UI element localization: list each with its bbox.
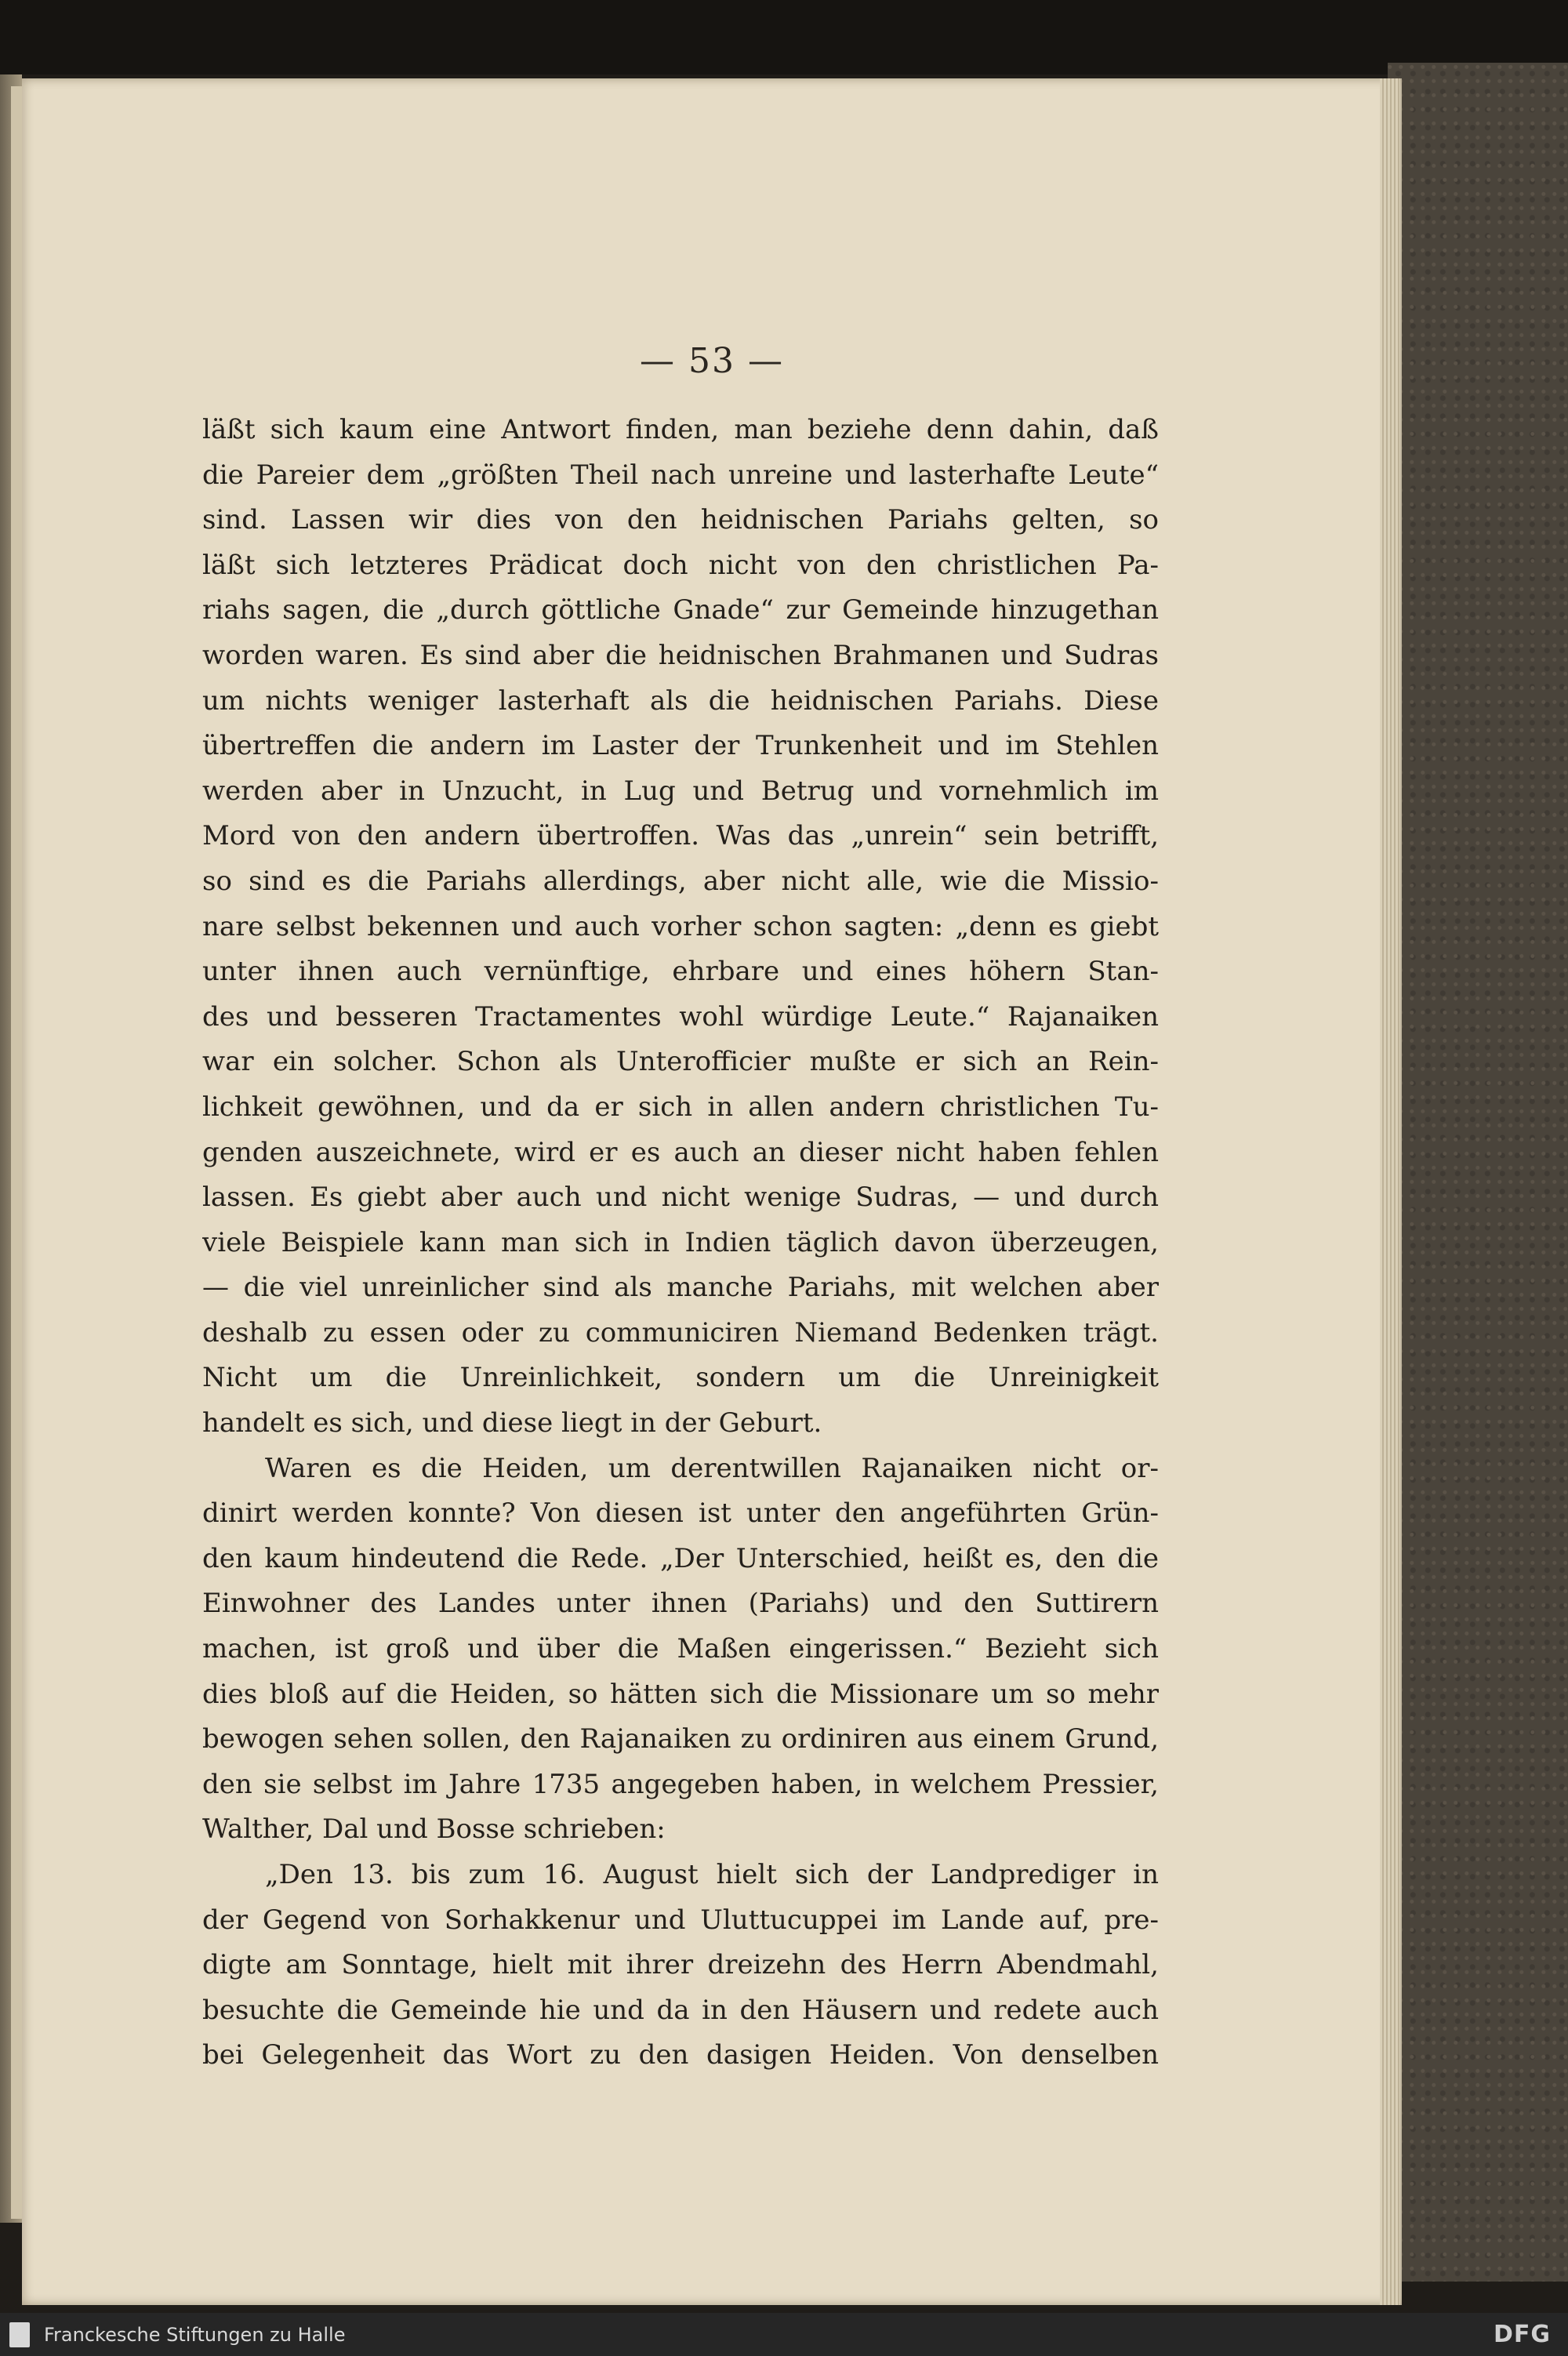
text-line: machen, ist groß und über die Maßen eingerissen.“ Bezieht sich	[202, 1633, 1159, 1665]
text-line: sind. Lassen wir dies von den heidnischen Pariahs gelten, so	[202, 504, 1159, 536]
page-edge-lines	[1380, 78, 1400, 2305]
text-line: Nicht um die Unreinlichkeit, sondern um die Unreinigkeit	[202, 1362, 1159, 1394]
text-line: war ein solcher. Schon als Unterofficier mußte er sich an Rein-	[202, 1046, 1159, 1078]
text-line: Einwohner des Landes unter ihnen (Pariahs) und den Suttirern	[202, 1588, 1159, 1620]
text-line: worden waren. Es sind aber die heidnischen Brahmanen und Sudras	[202, 639, 1159, 671]
text-line: Walther, Dal und Bosse schrieben:	[202, 1813, 666, 1846]
book-cover-edge	[1388, 63, 1568, 2282]
text-line: genden auszeichnete, wird er es auch an dieser nicht haben fehlen	[202, 1136, 1159, 1168]
text-line: bei Gelegenheit das Wort zu den dasigen Heiden. Von denselben	[202, 2039, 1159, 2071]
text-line: den sie selbst im Jahre 1735 angegeben haben, in welchem Pressier,	[202, 1768, 1159, 1800]
text-line: handelt es sich, und diese liegt in der Geburt.	[202, 1407, 822, 1439]
page-text	[202, 408, 1159, 2078]
text-line: die Pareier dem „größten Theil nach unreine und lasterhafte Leute“	[202, 459, 1159, 491]
text-line: lichkeit gewöhnen, und da er sich in allen andern christlichen Tu-	[202, 1091, 1159, 1123]
book-top-shadow	[0, 0, 1568, 74]
text-line: Waren es die Heiden, um derentwillen Rajanaiken nicht or-	[265, 1452, 1159, 1484]
text-line: läßt sich kaum eine Antwort finden, man beziehe denn dahin, daß	[202, 414, 1159, 445]
institution-name: Franckesche Stiftungen zu Halle	[44, 2324, 346, 2346]
text-line: — die viel unreinlicher sind als manche Pariahs, mit welchen aber	[202, 1272, 1159, 1304]
text-line: deshalb zu essen oder zu communiciren Niemand Bedenken trägt.	[202, 1316, 1159, 1349]
text-line: lassen. Es giebt aber auch und nicht wenige Sudras, — und durch	[202, 1182, 1159, 1214]
institution-logo-icon	[9, 2322, 30, 2347]
dfg-logo: DFG	[1493, 2321, 1551, 2348]
text-line: übertreffen die andern im Laster der Trunkenheit und im Stehlen	[202, 730, 1159, 762]
text-line: werden aber in Unzucht, in Lug und Betrug und vornehmlich im	[202, 775, 1159, 807]
text-line: um nichts weniger lasterhaft als die heidnischen Pariahs. Diese	[202, 684, 1159, 717]
text-line: dinirt werden konnte? Von diesen ist unter den angeführten Grün-	[202, 1497, 1159, 1530]
text-line: der Gegend von Sorhakkenur und Uluttucuppei im Lande auf, pre-	[202, 1904, 1159, 1936]
book-page	[22, 78, 1402, 2305]
text-line: läßt sich letzteres Prädicat doch nicht von den christlichen Pa-	[202, 549, 1159, 581]
text-line: unter ihnen auch vernünftige, ehrbare und eines höhern Stan-	[202, 956, 1159, 988]
text-line: „Den 13. bis zum 16. August hielt sich der Landprediger in	[265, 1859, 1159, 1890]
text-line: den kaum hindeutend die Rede. „Der Unterschied, heißt es, den die	[202, 1542, 1159, 1574]
text-line: besuchte die Gemeinde hie und da in den Häusern und redete auch	[202, 1994, 1159, 2026]
page-number: — 53 —	[640, 341, 784, 381]
text-line: Mord von den andern übertroffen. Was das „unrein“ sein betrifft,	[202, 820, 1159, 852]
text-line: digte am Sonntage, hielt mit ihrer dreizehn des Herrn Abendmahl,	[202, 1949, 1159, 1981]
text-line: des und besseren Tractamentes wohl würdige Leute.“ Rajanaiken	[202, 1000, 1159, 1033]
text-line: nare selbst bekennen und auch vorher schon sagten: „denn es giebt	[202, 910, 1159, 942]
text-line: dies bloß auf die Heiden, so hätten sich die Missionare um so mehr	[202, 1678, 1159, 1710]
text-line: bewogen sehen sollen, den Rajanaiken zu ordiniren aus einem Grund,	[202, 1723, 1159, 1755]
text-line: viele Beispiele kann man sich in Indien täglich davon überzeugen,	[202, 1226, 1159, 1258]
text-line: so sind es die Pariahs allerdings, aber nicht alle, wie die Missio-	[202, 865, 1159, 897]
text-line: riahs sagen, die „durch göttliche Gnade“ zur Gemeinde hinzugethan	[202, 594, 1159, 626]
